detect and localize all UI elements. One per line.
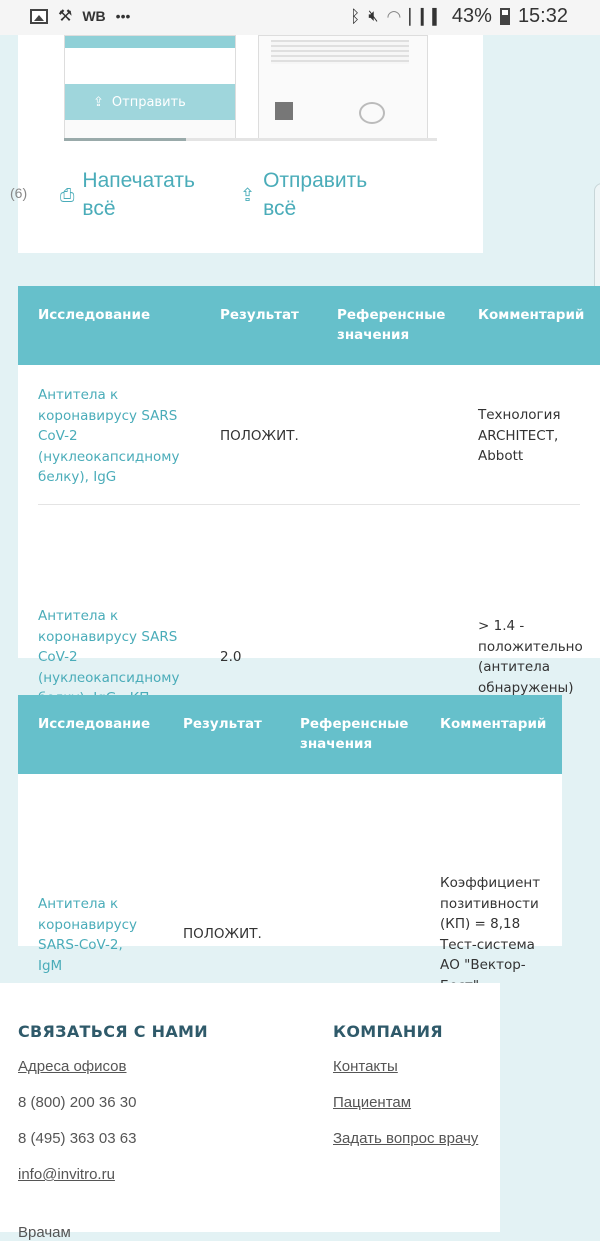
qr-code-icon xyxy=(275,102,293,120)
document-preview-2[interactable] xyxy=(258,35,428,139)
results-table-1 xyxy=(18,286,600,696)
print-all-label: Напечатать всё xyxy=(82,169,195,220)
site-footer xyxy=(0,983,500,1241)
send-all-label: Отправить всё xyxy=(263,169,368,220)
comment-text: Коэффициент позитивности (КП) = 8,18 Тест-система АО "Вектор- xyxy=(440,875,541,973)
battery-icon xyxy=(500,8,510,25)
comment-text: Технология ARCHITECT, Abbott xyxy=(478,407,561,464)
company-section-title: КОМПАНИЯ xyxy=(333,1022,443,1041)
column-header-result: Результат xyxy=(183,716,262,732)
document-preview-1[interactable] xyxy=(64,35,236,139)
signal-icon: ▏▎▍ xyxy=(409,8,444,26)
column-header-study: Исследование xyxy=(38,716,151,732)
broom-icon: ⚒ xyxy=(58,8,73,25)
result-value: ПОЛОЖИТ. xyxy=(183,926,262,942)
table-header xyxy=(18,286,600,365)
footer-link-ask-doctor[interactable]: Задать вопрос врачу xyxy=(333,1130,479,1147)
send-all-button[interactable] xyxy=(240,167,383,223)
status-bar xyxy=(0,0,600,35)
study-name[interactable]: Антитела к коронавирусу SARS CoV-2 (нуклеокапсидному белку), IgG xyxy=(38,387,180,485)
column-header-reference: Референсные значения xyxy=(337,307,446,343)
clock: 15:32 xyxy=(517,5,568,27)
footer-link-doctors[interactable]: Врачам xyxy=(18,1224,71,1241)
preview-scrollbar[interactable] xyxy=(64,138,437,141)
carrier-label: WB xyxy=(82,8,106,24)
row-divider xyxy=(38,504,580,505)
footer-phone-1[interactable]: 8 (800) 200 36 30 xyxy=(18,1094,137,1111)
column-header-result: Результат xyxy=(220,307,299,323)
blurred-text-block xyxy=(271,40,409,64)
printer-icon: ⎙ xyxy=(60,185,75,205)
contact-section-title: СВЯЗАТЬСЯ С НАМИ xyxy=(18,1022,208,1041)
print-all-button[interactable] xyxy=(60,167,212,223)
preview-header-band xyxy=(65,36,235,48)
column-header-comment: Комментарий xyxy=(478,307,585,323)
document-count: (6) xyxy=(10,185,28,201)
footer-link-offices[interactable]: Адреса офисов xyxy=(18,1058,127,1075)
share-icon: ⇪ xyxy=(240,185,256,205)
footer-email-link[interactable]: info@invitro.ru xyxy=(18,1166,115,1183)
footer-link-patients[interactable]: Пациентам xyxy=(333,1094,412,1111)
more-notifications-icon: ••• xyxy=(115,8,131,24)
column-header-reference: Референсные значения xyxy=(300,716,409,752)
results-table-2 xyxy=(18,695,562,974)
result-value: 2.0 xyxy=(220,649,242,665)
study-name[interactable]: Антитела к коронавирусу SARS CoV-2 (нуклеокапсидному xyxy=(38,608,180,686)
column-header-study: Исследование xyxy=(38,307,151,323)
mute-icon: 🔇︎ xyxy=(368,7,379,25)
comment-text: > 1.4 - положительно (антитела обнаружены) xyxy=(478,618,583,696)
result-value: ПОЛОЖИТ. xyxy=(220,428,299,444)
preview-footer xyxy=(65,120,235,138)
preview-send-label: Отправить xyxy=(111,94,186,110)
table-header xyxy=(18,695,562,774)
preview-scrollbar-thumb[interactable] xyxy=(64,138,186,141)
share-icon: ⇪ xyxy=(93,94,104,110)
preview-send-button[interactable] xyxy=(65,84,235,120)
seal-icon xyxy=(359,102,385,124)
study-name[interactable]: Антитела к коронавирусу SARS-CoV-2, IgM xyxy=(38,896,138,974)
footer-phone-2[interactable]: 8 (495) 363 03 63 xyxy=(18,1130,137,1147)
image-icon xyxy=(30,9,48,24)
column-header-comment: Комментарий xyxy=(440,716,547,732)
document-preview-card xyxy=(10,35,483,253)
wifi-icon: ◠ xyxy=(386,6,402,26)
battery-percent: 43% xyxy=(451,5,492,27)
footer-link-contacts[interactable]: Контакты xyxy=(333,1058,398,1075)
bluetooth-icon: ᛒ xyxy=(350,6,361,26)
